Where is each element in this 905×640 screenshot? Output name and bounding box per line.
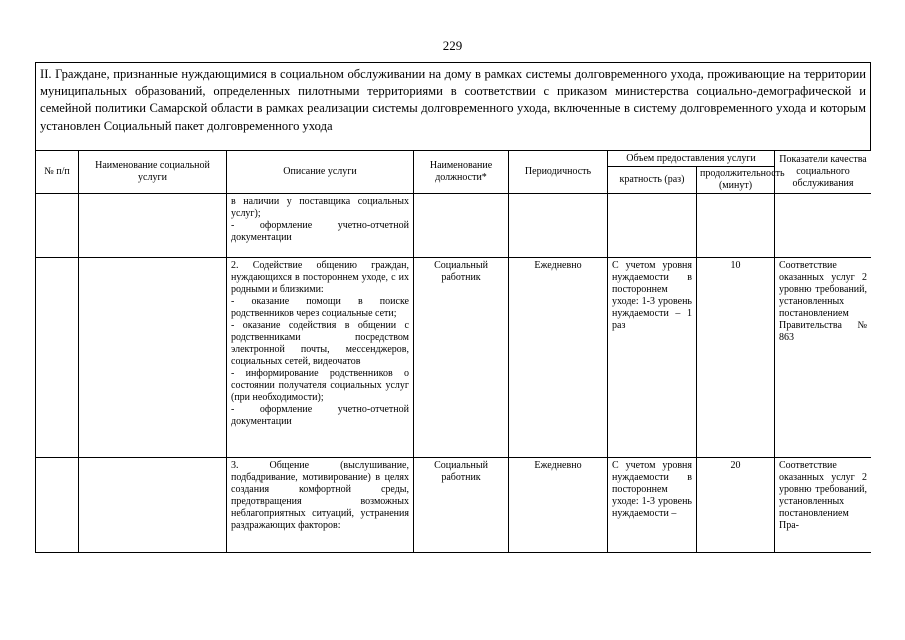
cell-periodicity: Ежедневно <box>509 258 608 458</box>
cell-service-name <box>79 258 227 458</box>
cell-duration: 10 <box>697 258 775 458</box>
document-sheet <box>35 62 871 568</box>
header-volume: Объем предоставления услуги <box>608 151 775 167</box>
cell-quality: Соответствие оказанных услуг 2 уровню требований, установленных постановлением Пра- <box>775 458 871 553</box>
description-line: - оказание помощи в поиске родственников через социальные сети; <box>231 296 409 319</box>
cell-position: Социальный работник <box>414 258 509 458</box>
cell-description: 3. Общение (выслушивание, подбадривание, мотивирование) в целях создания комфортной среды, предотвращения возможных неблагоприятных ситуаций, устранения раздражающих факторов: <box>227 458 414 553</box>
cell-num <box>36 194 79 258</box>
header-num: № п/п <box>36 151 79 194</box>
cell-frequency <box>608 194 697 258</box>
header-position: Наименование должности* <box>414 151 509 194</box>
section-title: II. Граждане, признанные нуждающимися в социальном обслуживании на дому в рамках системы долговременного ухода, проживающие на территории муниципальных образований, определенных пилотными территориями в соответствии с приказом министерства социально-демографической и семейной политики Самарской области в рамках реализации системы долговременного ухода, включенные в систему долговременного ухода и которым установлен Социальный пакет долговременного ухода <box>35 62 871 150</box>
header-description: Описание услуги <box>227 151 414 194</box>
cell-position: Социальный работник <box>414 458 509 553</box>
cell-frequency: С учетом уровня нуждаемости в постороннем уходе: 1-3 уровень нуждаемости – 1 раз <box>608 258 697 458</box>
cell-position <box>414 194 509 258</box>
cell-duration: 20 <box>697 458 775 553</box>
table-row <box>36 258 872 458</box>
header-periodicity: Периодичность <box>509 151 608 194</box>
services-table <box>35 150 871 553</box>
header-quality: Показатели качества социального обслуживания <box>775 151 871 194</box>
cell-frequency: С учетом уровня нуждаемости в постороннем уходе: 1-3 уровень нуждаемости – <box>608 458 697 553</box>
cell-description <box>227 194 414 258</box>
description-line: - информирование родственников о состоянии получателя социальных услуг (при необходимости); <box>231 368 409 403</box>
page-number: 229 <box>442 38 463 53</box>
cell-num <box>36 258 79 458</box>
table-row <box>36 194 872 258</box>
cell-duration <box>697 194 775 258</box>
header-service-name: Наименование социальной услуги <box>79 151 227 194</box>
cell-periodicity: Ежедневно <box>509 458 608 553</box>
cell-service-name <box>79 194 227 258</box>
header-frequency: кратность (раз) <box>608 167 697 194</box>
description-line: в наличии у поставщика социальных услуг); <box>231 196 409 219</box>
description-line: - оказание содействия в общении с родственниками посредством электронной почты, мессенджеров, социальных сетей, видеочатов <box>231 320 409 367</box>
description-line: - оформление учетно-отчетной документации <box>231 220 409 243</box>
cell-description <box>227 258 414 458</box>
cell-periodicity <box>509 194 608 258</box>
cell-num <box>36 458 79 553</box>
header-duration: продолжительность (минут) <box>697 167 775 194</box>
description-line: 2. Содействие общению граждан, нуждающихся в постороннем уходе, с их родными и близкими: <box>231 260 409 295</box>
cell-quality <box>775 194 871 258</box>
cell-service-name <box>79 458 227 553</box>
cell-quality: Соответствие оказанных услуг 2 уровню требований, установленных постановлением Правительства № 863 <box>775 258 871 458</box>
header-row <box>36 151 872 167</box>
table-row <box>36 458 872 553</box>
description-line: - оформление учетно-отчетной документации <box>231 404 409 427</box>
